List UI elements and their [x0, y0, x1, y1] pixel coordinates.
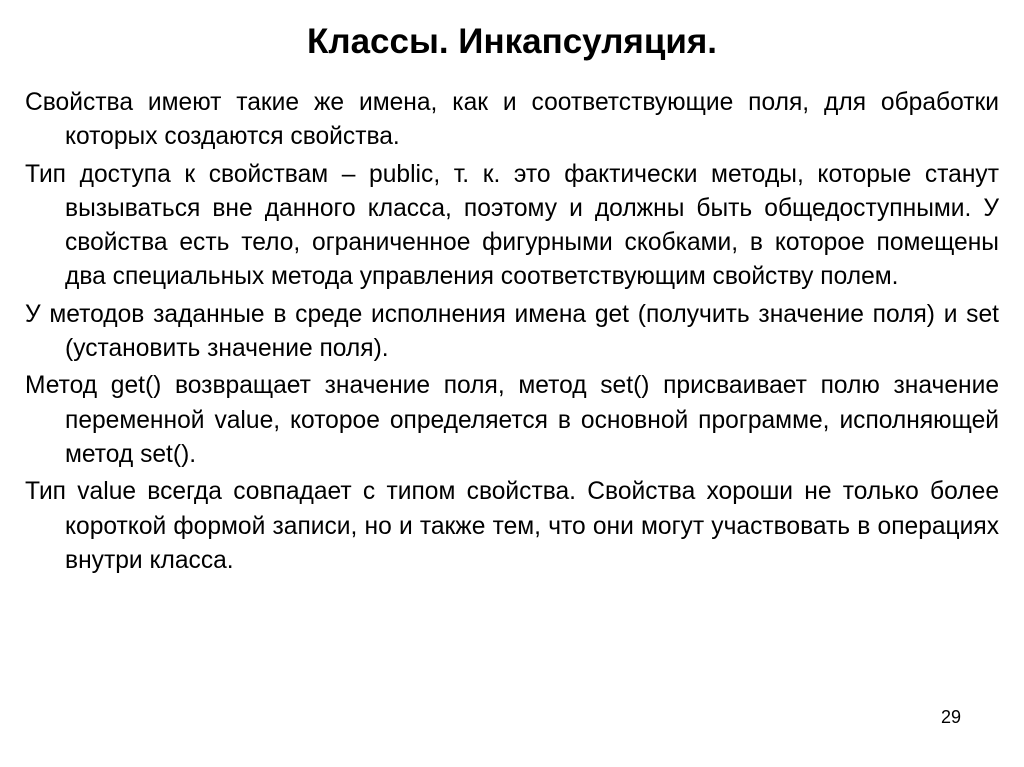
paragraph-value-type: Тип value всегда совпадает с типом свойства. Свойства хороши не только более короткой формой записи, но и также тем, что они могут участвовать в операциях внутри класса. — [25, 478, 999, 574]
paragraph-get-set-names: У методов заданные в среде исполнения имена get (получить значение поля) и set (установить значение поля). — [25, 300, 999, 363]
slide-body — [25, 86, 999, 581]
slide-title: Классы. Инкапсуляция. — [306, 22, 718, 61]
paragraph-get-set-methods: Метод get() возвращает значение поля, метод set() присваивает полю значение переменной value, которое определяется в основной программе, исполняющей метод set(). — [25, 372, 999, 468]
paragraph-property-names: Свойства имеют такие же имена, как и соответствующие поля, для обработки которых создаются свойства. — [25, 89, 999, 151]
page-number: 29 — [940, 707, 961, 727]
paragraph-access-type: Тип доступа к свойствам – public, т. к. это фактически методы, которые станут вызываться вне данного класса, поэтому и должны быть общедоступными. У свойства есть тело, ограниченное фигурными скобками, в которое помещены два специальных метода управления соответствующим свойству полем. — [25, 160, 999, 291]
